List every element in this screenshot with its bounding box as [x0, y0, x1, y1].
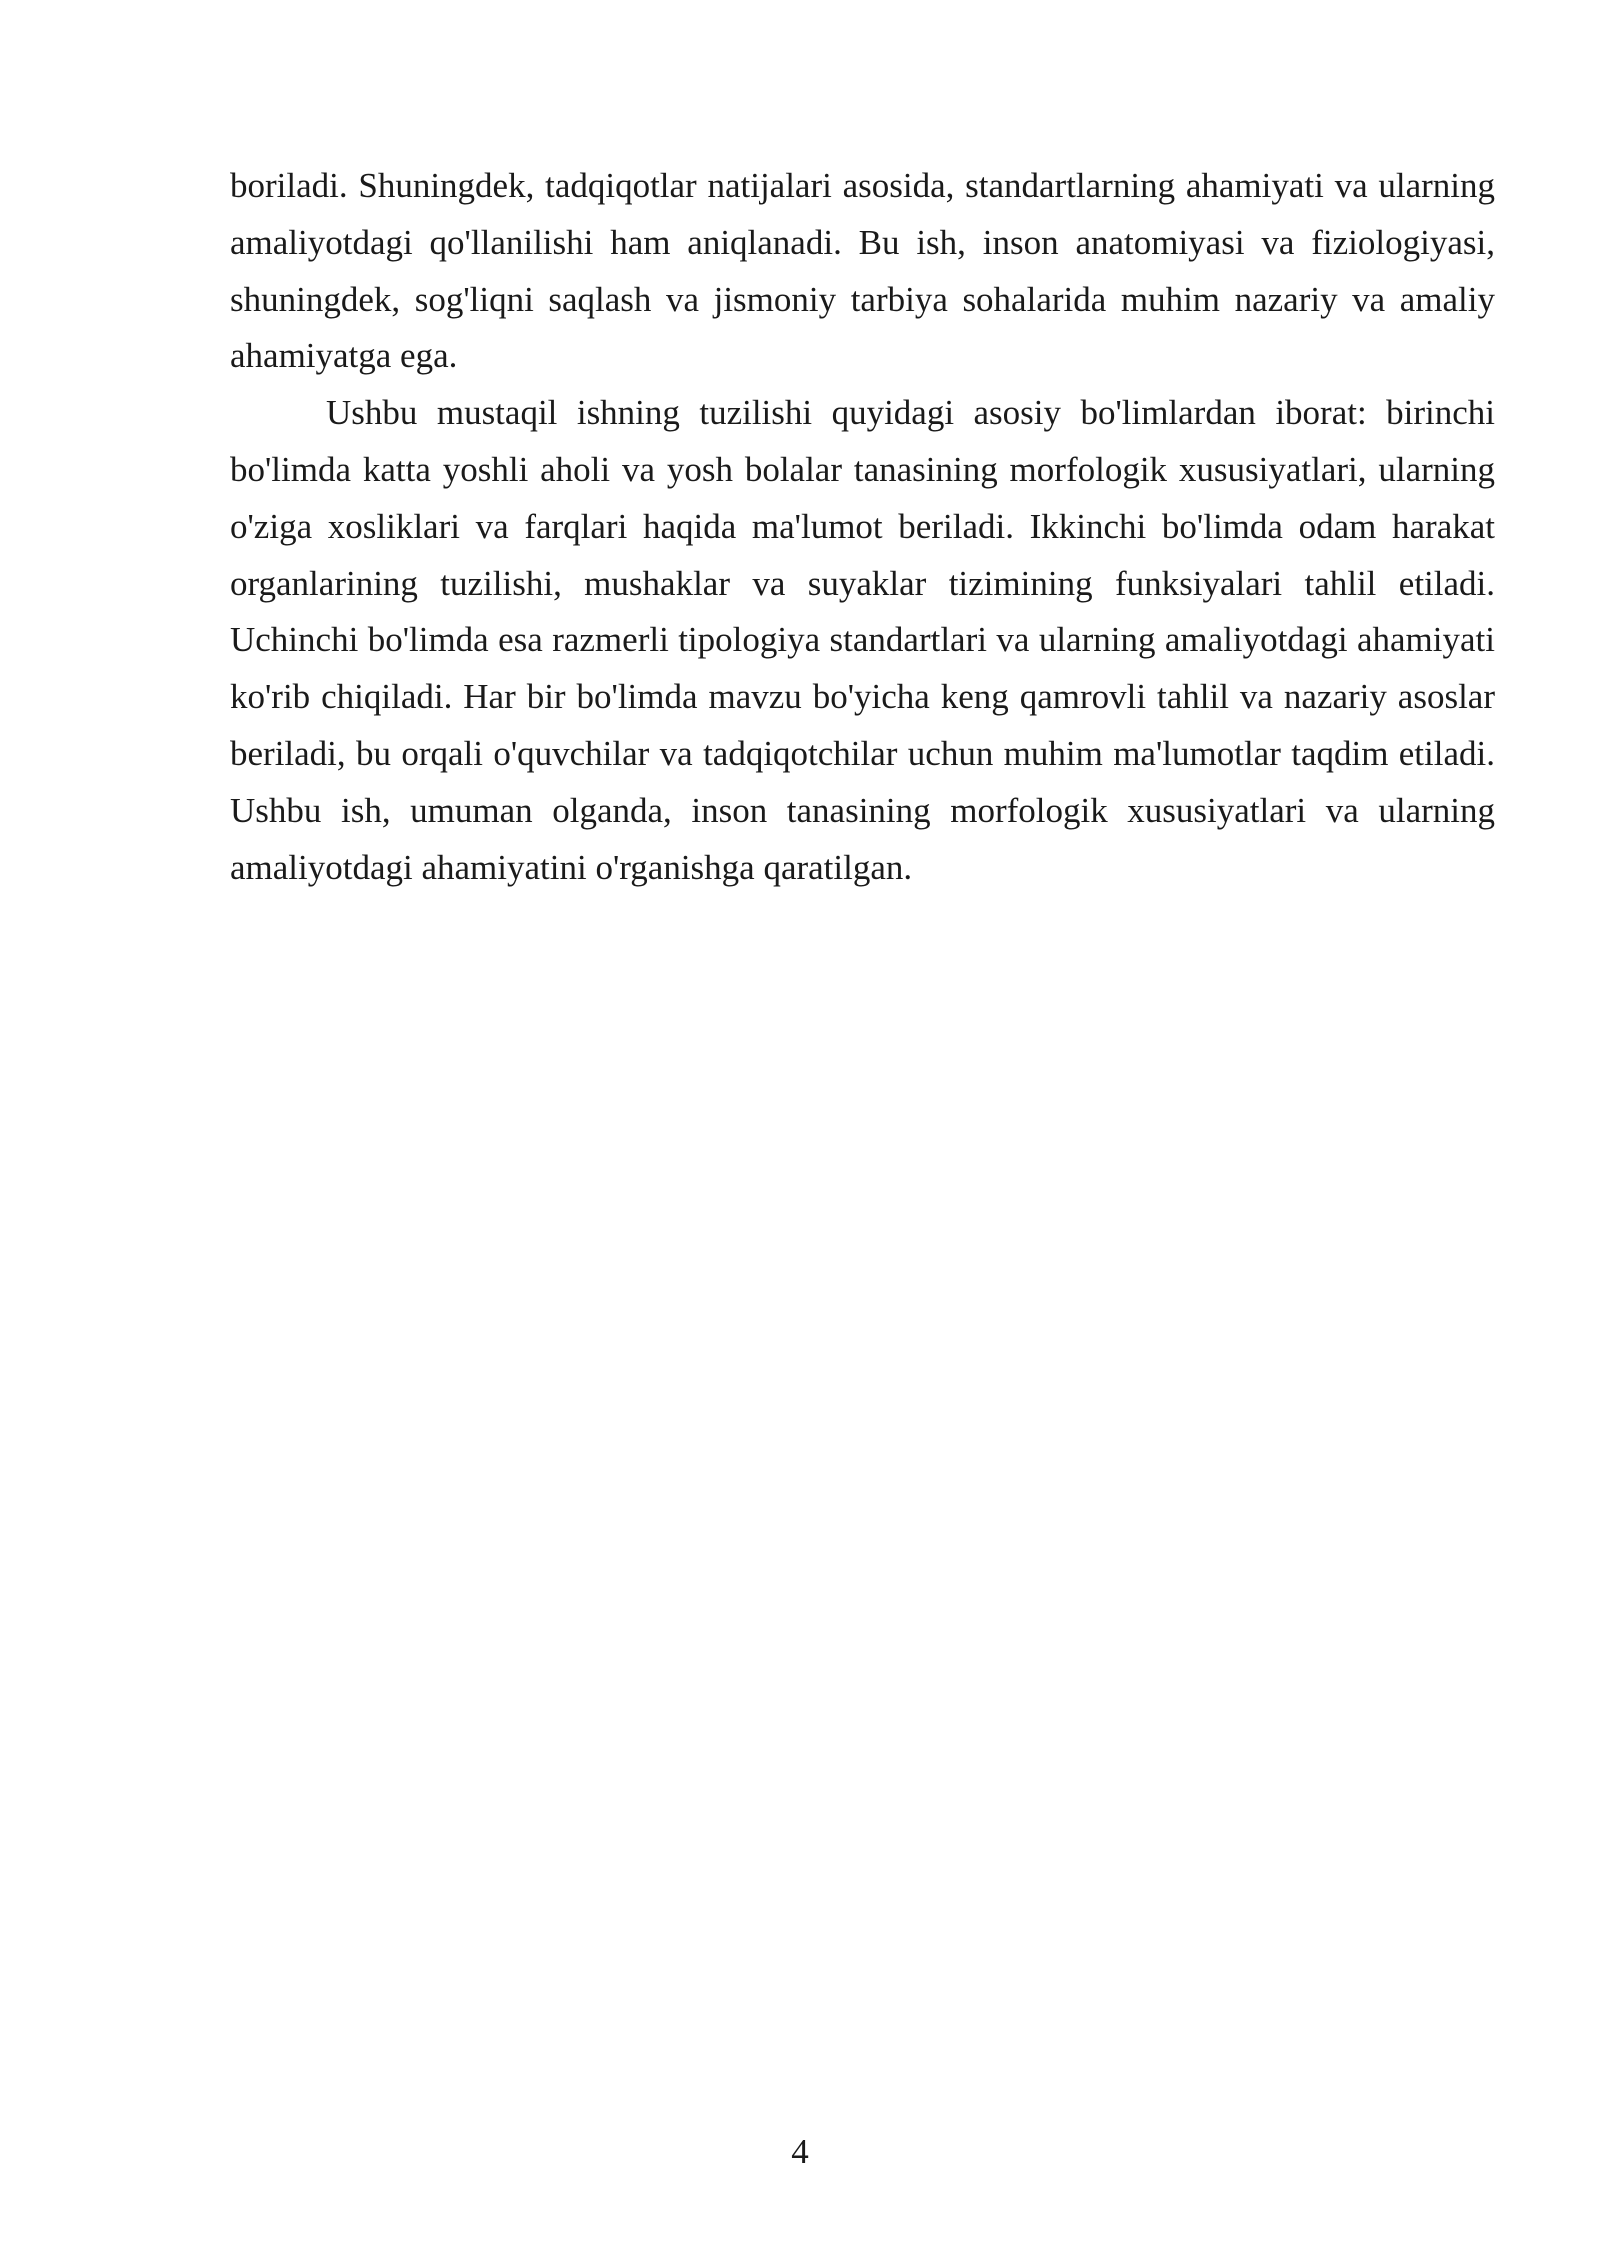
page-number: 4 — [791, 2132, 809, 2171]
body-text — [230, 158, 1495, 896]
paragraph-continuation: boriladi. Shuningdek, tadqiqotlar natijalari asosida, standartlarning ahamiyati va ularning amaliyotdagi qo'llanilishi ham aniqlanadi. Bu ish, inson anatomiyasi va fiziologiyasi, shuningdek, sog'liqni saqlash va jismoniy tarbiya sohalarida muhim nazariy va amaliy ahamiyatga ega. — [230, 166, 1495, 376]
paragraph-structure-overview: Ushbu mustaqil ishning tuzilishi quyidagi asosiy bo'limlardan iborat: birinchi bo'limda katta yoshli aholi va yosh bolalar tanasining morfologik xususiyatlari, ularning o'ziga xosliklari va farqlari haqida ma'lumot beriladi. Ikkinchi bo'limda odam harakat organlarining tuzilishi, mushaklar va suyaklar tizimining funksiyalari tahlil etiladi. Uchinchi bo'limda esa razmerli tipologiya standartlari va ularning amaliyotdagi ahamiyati ko'rib chiqiladi. Har bir bo'limda mavzu bo'yicha keng qamrovli tahlil va nazariy asoslar beriladi, bu orqali o'quvchilar va tadqiqotchilar uchun muhim ma'lumotlar taqdim etiladi. Ushbu ish, umuman olganda, inson tanasining morfologik xususiyatlari va ularning amaliyotdagi ahamiyatini o'rganishga qaratilgan. — [230, 393, 1495, 887]
